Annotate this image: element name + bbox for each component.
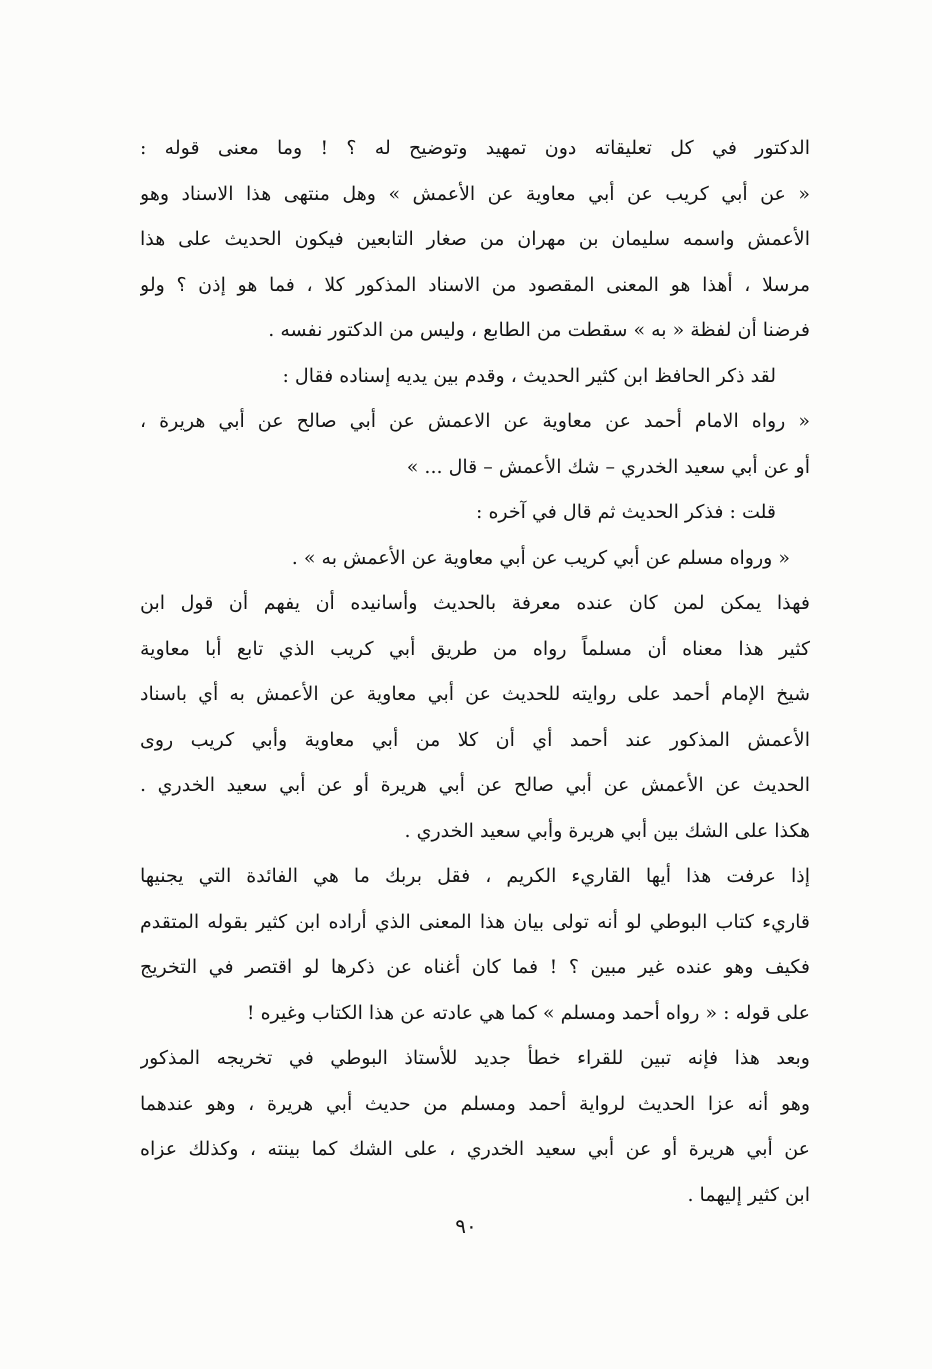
text-line: الدكتور في كل تعليقاته دون تمهيد وتوضيح له ؟ ! وما معنى قوله : (140, 137, 810, 159)
text-line: ابن كثير إليهما . (687, 1183, 810, 1206)
text-line: فكيف وهو عنده غير مبين ؟ ! فما كان أغناه عن ذكرها لو اقتصر في التخريج (140, 956, 810, 978)
page-number: ٩٠ (455, 1214, 477, 1238)
text-line: عن أبي هريرة أو عن أبي سعيد الخدري ، على الشك كما بينته ، وكذلك عزاه (140, 1138, 810, 1160)
text-line: هكذا على الشك بين أبي هريرة وأبي سعيد الخدري . (404, 819, 810, 842)
text-line: فهذا يمكن لمن كان عنده معرفة بالحديث وأسانيده أن يفهم أن قول ابن (140, 592, 810, 614)
text-line: إذا عرفت هذا أيها القاريء الكريم ، فقل بربك ما هي الفائدة التي يجنيها (140, 865, 810, 887)
text-line: « عن أبي كريب عن أبي معاوية عن الأعمش » وهل منتهى هذا الاسناد وهو (140, 182, 810, 205)
text-line: لقد ذكر الحافظ ابن كثير الحديث ، وقدم بين يديه إسناده فقال : (282, 364, 776, 387)
text-line: شيخ الإمام أحمد على روايته للحديث عن أبي معاوية عن الأعمش به أي باسناد (140, 683, 810, 705)
text-line: الأعمش المذكور عند أحمد أي أن كلا من أبي معاوية وأبي كريب روى (140, 728, 810, 751)
text-line: كثير هذا معناه أن مسلماً رواه من طريق أبي كريب الذي تابع أبا معاوية (140, 637, 810, 660)
text-line: أو عن أبي سعيد الخدري – شك الأعمش – قال ... » (406, 455, 810, 478)
body-text (140, 126, 810, 1218)
text-line: « رواه الامام أحمد عن معاوية عن الاعمش عن أبي صالح عن أبي هريرة ، (140, 410, 810, 432)
text-line: فرضنا أن لفظة « به » سقطت من الطابع ، وليس من الدكتور نفسه . (268, 319, 810, 341)
text-line: مرسلا ، أهذا هو المعنى المقصود من الاسناد المذكور كلا ، فما هو إذن ؟ ولو (140, 273, 810, 296)
text-line: الحديث عن الأعمش عن أبي صالح عن أبي هريرة أو عن أبي سعيد الخدري . (140, 774, 810, 796)
text-line: وبعد هذا فإنه تبين للقراء خطأ جديد للأستاذ البوطي في تخريجه المذكور (140, 1047, 810, 1069)
text-line: « ورواه مسلم عن أبي كريب عن أبي معاوية عن الأعمش به » . (291, 546, 790, 569)
text-line: الأعمش واسمه سليمان بن مهران من صغار التابعين فيكون الحديث على هذا (140, 228, 810, 250)
text-line: على قوله : « رواه أحمد ومسلم » كما هي عادته عن هذا الكتاب وغيره ! (246, 1001, 810, 1024)
text-line: قاريء كتاب البوطي لو أنه تولى بيان هذا المعنى الذي أراده ابن كثير بقوله المتقدم (140, 910, 810, 933)
text-line: قلت : فذكر الحديث ثم قال في آخره : (476, 501, 776, 523)
text-line: وهو أنه عزا الحديث لرواية أحمد ومسلم من حديث أبي هريرة ، وهو عندهما (140, 1092, 810, 1115)
